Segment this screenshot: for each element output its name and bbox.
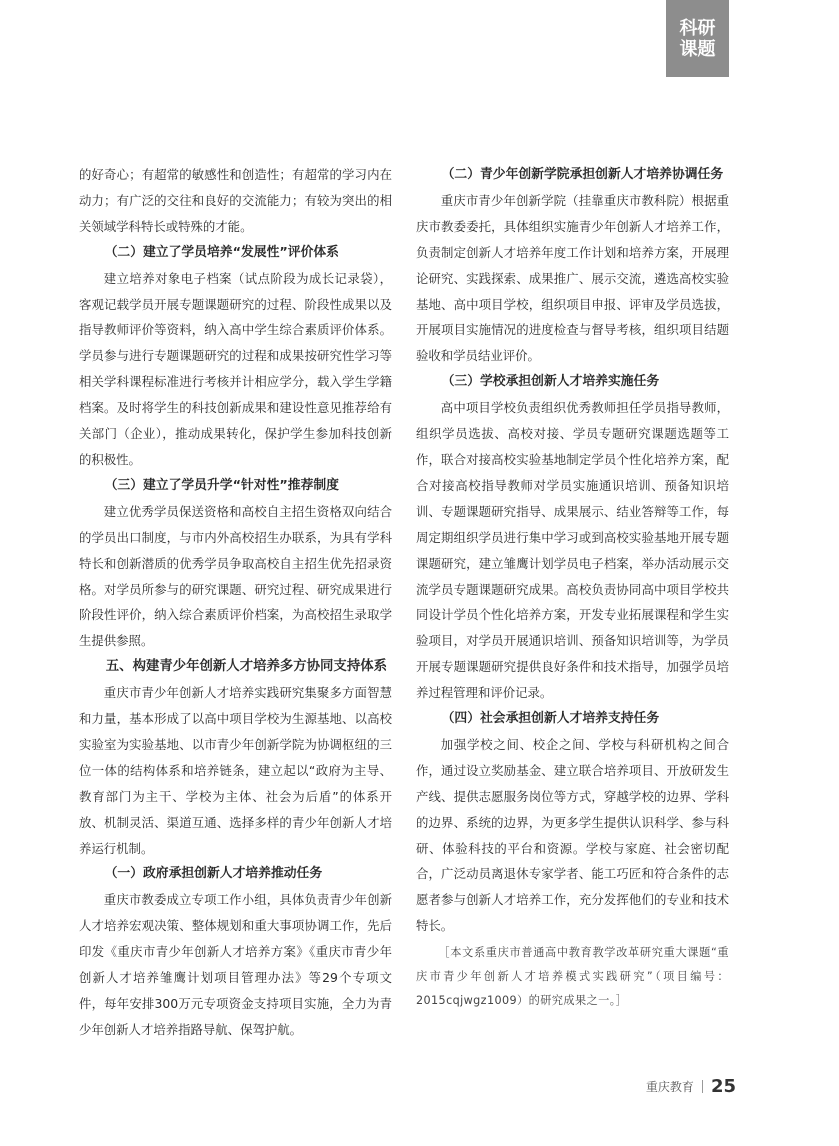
section-tab-line2: 课题 <box>679 38 716 60</box>
paragraph: 建立培养对象电子档案（试点阶段为成长记录袋），客观记载学员开展专题课题研究的过程、阶段性成果以及指导教师评价等资料，纳入高中学生综合素质评价体系。学员参与进行专题课题研究的过程和成果按研究性学习等相关学科课程标准进行考核并计相应学分，载入学生学籍档案。及时将学生的科技创新成果和建设性意见推荐给有关部门（企业），推动成果转化，保护学生参加科技创新的积极性。 <box>79 270 392 467</box>
right-column <box>416 162 729 1013</box>
subheading: （三）建立了学员升学“针对性”推荐制度 <box>104 477 339 493</box>
subheading: （二）建立了学员培养“发展性”评价体系 <box>104 244 339 260</box>
paragraph: 的好奇心；有超常的敏感性和创造性；有超常的学习内在动力；有广泛的交往和良好的交流能力；有较为突出的相关领域学科特长或特殊的才能。 <box>79 167 392 234</box>
paragraph: 重庆市青少年创新人才培养实践研究集聚多方面智慧和力量，基本形成了以高中项目学校为生源基地、以高校实验室为实验基地、以市青少年创新学院为协调枢纽的三位一体的结构体系和培养链条，建立起以“政府为主导、教育部门为主干、学校为主体、社会为后盾”的体系开放、机制灵活、渠道互通、选择多样的青少年创新人才培养运行机制。 <box>79 685 392 856</box>
left-column <box>79 162 392 1043</box>
page-footer <box>646 1076 736 1097</box>
paragraph: 加强学校之间、校企之间、学校与科研机构之间合作，通过设立奖励基金、建立联合培养项目、开放研发生产线、提供志愿服务岗位等方式，穿越学校的边界、学科的边界、系统的边界，为更多学生提供认识科学、参与科研、体验科技的平台和资源。学校与家庭、社会密切配合，广泛动员离退休专家学者、能工巧匠和符合条件的志愿者参与创新人才培养工作，充分发挥他们的专业和技术特长。 <box>416 736 729 934</box>
page-number: 25 <box>710 1076 736 1097</box>
funding-note: ［本文系重庆市普通高中教育教学改革研究重大课题“重庆市青少年创新人才培养模式实践研究”（项目编号：2015cqjwgz1009）的研究成果之一。］ <box>416 946 729 1008</box>
section-tab <box>666 0 729 77</box>
subheading: （四）社会承担创新人才培养支持任务 <box>441 711 660 727</box>
footer-divider <box>702 1080 703 1093</box>
section-heading: 五、构建青少年创新人才培养多方协同支持体系 <box>105 659 387 675</box>
subheading: （一）政府承担创新人才培养推动任务 <box>104 866 323 882</box>
publication-name: 重庆教育 <box>645 1080 694 1094</box>
paragraph: 建立优秀学员保送资格和高校自主招生资格双向结合的学员出口制度，与市内外高校招生办联系，为具有学科特长和创新潜质的优秀学员争取高校自主招生优先招录资格。对学员所参与的研究课题、研究过程、研究成果进行阶段性评价，纳入综合素质评价档案，为高校招生录取学生提供参照。 <box>79 503 392 649</box>
subheading: （三）学校承担创新人才培养实施任务 <box>441 374 660 390</box>
paragraph: 重庆市青少年创新学院（挂靠重庆市教科院）根据重庆市教委委托，具体组织实施青少年创新人才培养工作，负责制定创新人才培养年度工作计划和培养方案，开展理论研究、实践探索、成果推广、展示交流，遴选高校实验基地、高中项目学校，组织项目申报、评审及学员选拔，开展项目实施情况的进度检查与督导考核，组织项目结题验收和学员结业评价。 <box>416 192 729 364</box>
paragraph: 重庆市教委成立专项工作小组，具体负责青少年创新人才培养宏观决策、整体规划和重大事项协调工作，先后印发《重庆市青少年创新人才培养方案》《重庆市青少年创新人才培养雏鹰计划项目管理办法》等29个专项文件，每年安排300万元专项资金支持项目实施，全力为青少年创新人才培养指路导航、保驾护航。 <box>79 892 392 1037</box>
subheading: （二）青少年创新学院承担创新人才培养协调任务 <box>441 167 724 182</box>
section-tab-line1: 科研 <box>679 17 716 39</box>
paragraph: 高中项目学校负责组织优秀教师担任学员指导教师，组织学员选拔、高校对接、学员专题研究课题选题等工作，联合对接高校实验基地制定学员个性化培养方案，配合对接高校指导教师对学员实施通识培训、预备知识培训、专题课题研究指导、成果展示、结业答辩等工作，每周定期组织学员进行集中学习或到高校实验基地开展专题课题研究，建立雏鹰计划学员电子档案，举办活动展示交流学员专题课题研究成果。高校负责协同高中项目学校共同设计学员个性化培养方案，开发专业拓展课程和学生实验项目，对学员开展通识培训、预备知识培训等，为学员开展专题课题研究提供良好条件和技术指导，加强学员培养过程管理和评价记录。 <box>416 400 729 701</box>
